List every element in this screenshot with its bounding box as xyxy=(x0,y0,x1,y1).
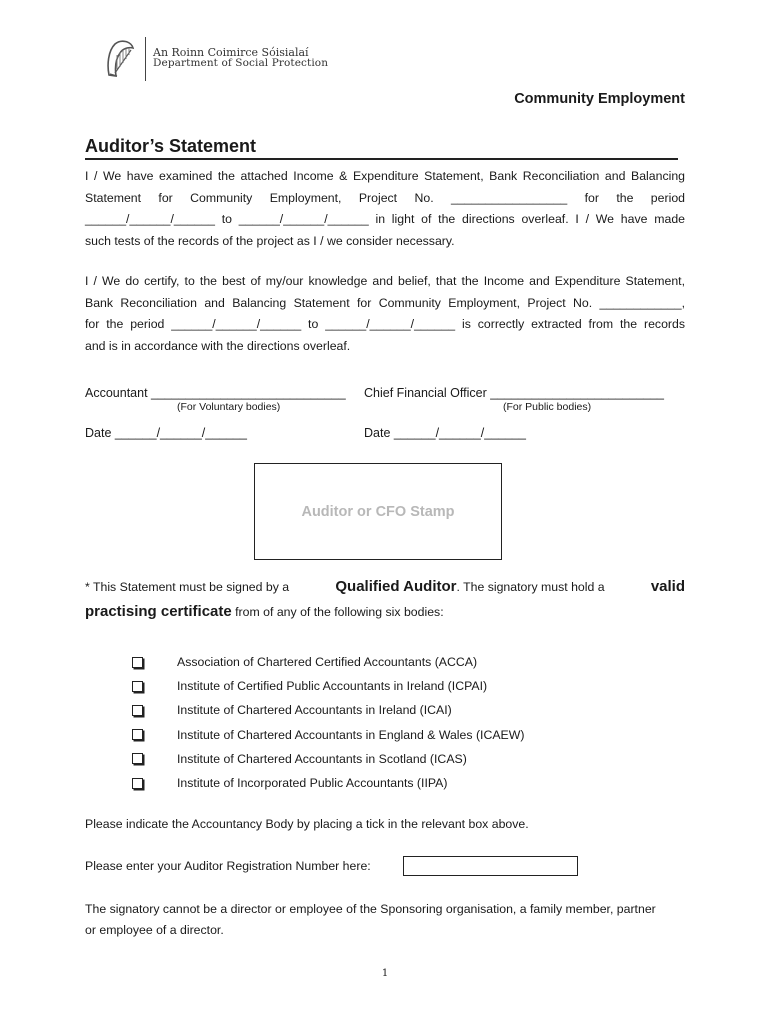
registration-label: Please enter your Auditor Registration Number here: xyxy=(85,859,371,873)
examination-paragraph xyxy=(85,166,685,252)
list-item xyxy=(132,698,524,722)
list-item-label: Institute of Chartered Accountants in England & Wales (ICAEW) xyxy=(177,727,525,742)
checkbox-icaew[interactable] xyxy=(132,729,143,740)
paragraph-line: for the period ______/______/______ to ______/______/______ is correctly extracted from the records xyxy=(85,317,685,331)
note-valid: valid xyxy=(650,578,685,595)
checkbox-icpai[interactable] xyxy=(132,681,143,692)
dept-name-irish: An Roinn Coimirce Sóisialaí xyxy=(153,46,309,59)
page-title: Auditor’s Statement xyxy=(85,136,257,156)
indicate-instruction: Please indicate the Accountancy Body by placing a tick in the relevant box above. xyxy=(85,817,529,831)
checkbox-icai[interactable] xyxy=(132,705,143,716)
qualification-note-line-2 xyxy=(85,603,685,620)
paragraph-line: and is in accordance with the directions overleaf. xyxy=(85,338,351,353)
list-item xyxy=(132,650,524,674)
cfo-signature-field[interactable]: Chief Financial Officer _________________________ xyxy=(364,386,665,400)
logo-divider xyxy=(145,37,146,81)
paragraph-line: Statement for Community Employment, Project No. _________________ for the period xyxy=(85,190,685,205)
paragraph-line: I / We do certify, to the best of my/our knowledge and belief, that the Income and Expenditure Statement, xyxy=(85,274,685,288)
accountant-date-field[interactable]: Date ______/______/______ xyxy=(85,426,247,440)
list-item xyxy=(132,771,524,795)
accountant-signature-field[interactable]: Accountant ____________________________ xyxy=(85,386,346,400)
accountant-subtitle: (For Voluntary bodies) xyxy=(177,401,281,413)
cfo-subtitle: (For Public bodies) xyxy=(503,401,592,413)
note-prefix: * This Statement must be signed by a xyxy=(85,580,290,594)
list-item-label: Institute of Chartered Accountants in Scotland (ICAS) xyxy=(177,751,467,766)
list-item xyxy=(132,723,524,747)
cfo-date-field[interactable]: Date ______/______/______ xyxy=(364,426,526,440)
scheme-title: Community Employment xyxy=(514,91,685,107)
department-logo xyxy=(103,37,333,81)
stamp-label: Auditor or CFO Stamp xyxy=(301,504,455,520)
checkbox-acca[interactable] xyxy=(132,657,143,668)
note-practising-certificate: practising certificate xyxy=(85,603,232,620)
signatory-restriction-line-1: The signatory cannot be a director or employee of the Sponsoring organisation, a family member, partner xyxy=(85,902,656,916)
note-suffix: from of any of the following six bodies: xyxy=(235,605,444,619)
stamp-box xyxy=(254,463,502,560)
note-middle: . The signatory must hold a xyxy=(456,580,605,594)
page-number: 1 xyxy=(381,968,389,979)
qualification-note-line-1 xyxy=(85,578,685,595)
checkbox-iipa[interactable] xyxy=(132,778,143,789)
list-item-label: Institute of Chartered Accountants in Ireland (ICAI) xyxy=(177,703,452,718)
registration-number-input[interactable] xyxy=(403,856,578,876)
list-item-label: Institute of Incorporated Public Accountants (IIPA) xyxy=(177,776,448,791)
list-item-label: Institute of Certified Public Accountants in Ireland (ICPAI) xyxy=(177,679,488,694)
paragraph-line: Bank Reconciliation and Balancing Statement for Community Employment, Project No. ____________, xyxy=(85,295,685,310)
note-qualified-auditor: Qualified Auditor xyxy=(335,578,457,595)
checkbox-icas[interactable] xyxy=(132,753,143,764)
signatory-restriction-line-2: or employee of a director. xyxy=(85,923,224,937)
list-item xyxy=(132,674,524,698)
paragraph-line: I / We have examined the attached Income & Expenditure Statement, Bank Reconciliation and Balancing xyxy=(85,169,685,183)
paragraph-line: ______/______/______ to ______/______/______ in light of the directions overleaf. I / We have made xyxy=(85,212,685,226)
certification-paragraph xyxy=(85,271,685,357)
list-item xyxy=(132,747,524,771)
paragraph-line: such tests of the records of the project as I / we consider necessary. xyxy=(85,233,455,248)
accountancy-bodies-list xyxy=(132,650,524,795)
dept-name-english: Department of Social Protection xyxy=(153,57,329,69)
list-item-label: Association of Chartered Certified Accountants (ACCA) xyxy=(177,655,478,670)
harp-icon xyxy=(103,39,137,79)
title-underline xyxy=(85,158,678,160)
